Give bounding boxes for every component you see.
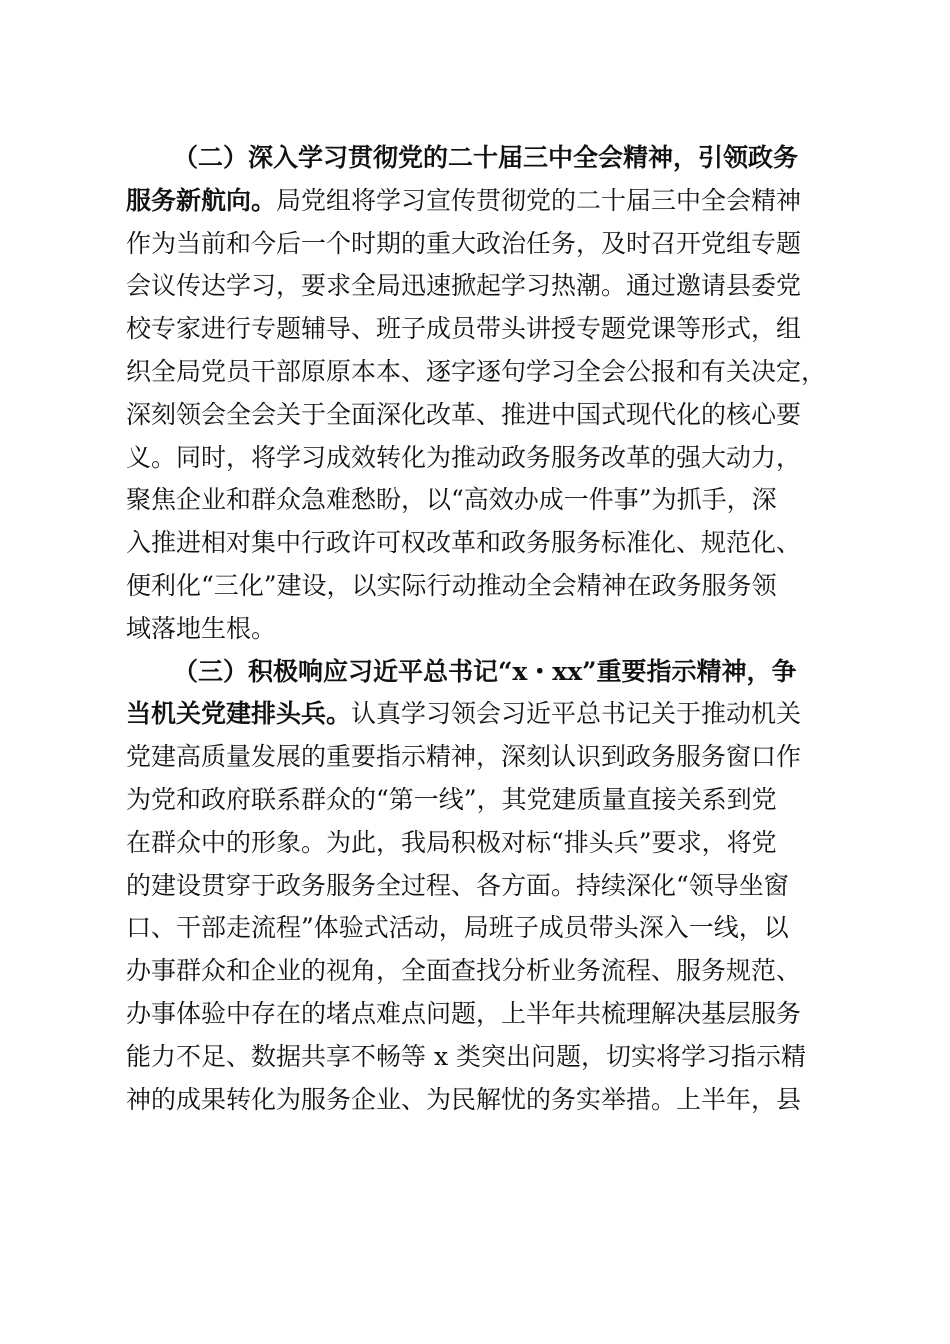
text-line bbox=[126, 565, 843, 608]
body-text: 域落地生根。 bbox=[126, 613, 277, 643]
text-line bbox=[126, 308, 843, 351]
bold-heading-text: 服务新航向。 bbox=[126, 185, 277, 215]
bold-heading-text: 当机关党建排头兵。 bbox=[126, 699, 352, 729]
body-text: 织全局党员干部原原本本、逐字逐句学习全会公报和有关决定， bbox=[126, 356, 827, 386]
body-text: 在群众中的形象。为此，我局积极对标“排头兵”要求，将党 bbox=[126, 827, 777, 857]
body-text: 口、干部走流程”体验式活动，局班子成员带头深入一线，以 bbox=[126, 913, 789, 943]
body-text: 办事群众和企业的视角，全面查找分析业务流程、服务规范、 bbox=[126, 956, 802, 986]
body-text: 能力不足、数据共享不畅等 x 类突出问题，切实将学习指示精 bbox=[126, 1041, 806, 1071]
body-text: 便利化“三化”建设，以实际行动推动全会精神在政务服务领 bbox=[126, 570, 777, 600]
body-text: 认真学习领会习近平总书记关于推动机关 bbox=[351, 699, 802, 729]
text-line bbox=[126, 608, 843, 651]
text-line bbox=[173, 137, 843, 180]
body-text: 办事体验中存在的堵点难点问题，上半年共梳理解决基层服务 bbox=[126, 998, 802, 1028]
text-line bbox=[126, 736, 843, 779]
body-text: 党建高质量发展的重要指示精神，深刻认识到政务服务窗口作 bbox=[126, 742, 802, 772]
body-text: 入推进相对集中行政许可权改革和政务服务标准化、规范化、 bbox=[126, 528, 802, 558]
body-text: 聚焦企业和群众急难愁盼，以“高效办成一件事”为抓手，深 bbox=[126, 485, 777, 515]
body-text: 的建设贯穿于政务服务全过程、各方面。持续深化“领导坐窗 bbox=[126, 870, 789, 900]
bold-heading-text: （三）积极响应习近平总书记“x・xx”重要指示精神，争 bbox=[173, 656, 797, 686]
document-body bbox=[126, 137, 843, 1121]
text-line bbox=[126, 479, 843, 522]
text-line bbox=[126, 1079, 843, 1122]
text-line bbox=[126, 223, 843, 266]
body-text: 局党组将学习宣传贯彻党的二十届三中全会精神 bbox=[276, 185, 802, 215]
text-line bbox=[126, 779, 843, 822]
bold-heading-text: （二）深入学习贯彻党的二十届三中全会精神，引领政务 bbox=[173, 143, 799, 172]
body-text: 深刻领会全会关于全面深化改革、推进中国式现代化的核心要 bbox=[126, 399, 802, 429]
text-line bbox=[126, 394, 843, 437]
body-text: 义。同时，将学习成效转化为推动政务服务改革的强大动力， bbox=[126, 442, 802, 472]
text-line bbox=[126, 351, 843, 394]
text-line bbox=[126, 950, 843, 993]
text-line bbox=[126, 265, 843, 308]
text-line bbox=[173, 651, 843, 694]
text-line bbox=[126, 993, 843, 1036]
body-text: 神的成果转化为服务企业、为民解忧的务实举措。上半年，县 bbox=[126, 1084, 802, 1114]
text-line bbox=[126, 822, 843, 865]
body-text: 作为当前和今后一个时期的重大政治任务，及时召开党组专题 bbox=[126, 228, 802, 258]
text-line bbox=[126, 522, 843, 565]
text-line bbox=[126, 693, 843, 736]
body-text: 校专家进行专题辅导、班子成员带头讲授专题党课等形式，组 bbox=[126, 314, 802, 344]
text-line bbox=[126, 1036, 843, 1079]
body-text: 会议传达学习，要求全局迅速掀起学习热潮。通过邀请县委党 bbox=[126, 271, 802, 301]
paragraph-3 bbox=[126, 651, 843, 1122]
text-line bbox=[126, 865, 843, 908]
text-line bbox=[126, 180, 843, 223]
paragraph-2 bbox=[126, 137, 843, 651]
text-line bbox=[126, 907, 843, 950]
body-text: 为党和政府联系群众的“第一线”，其党建质量直接关系到党 bbox=[126, 784, 777, 814]
text-line bbox=[126, 437, 843, 480]
